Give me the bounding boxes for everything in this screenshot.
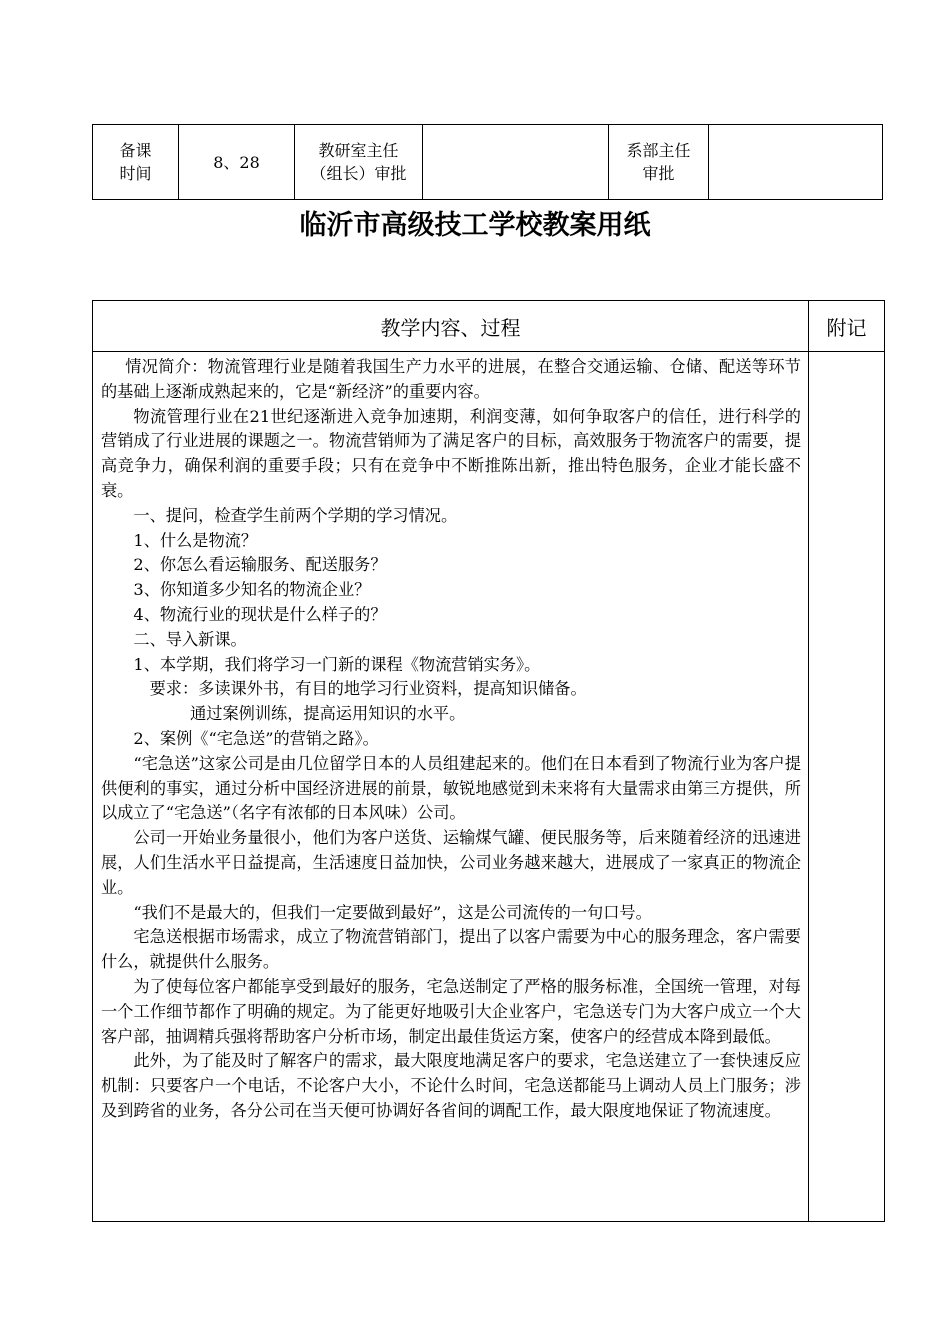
question-item: 1、什么是物流？ [133, 530, 258, 550]
approval-header-table [92, 124, 883, 200]
case-paragraph: 为了使每位客户都能享受到最好的服务，宅急送制定了严格的服务标准，全国统一管理，对每一个工作细节都作了明确的规定。为了能更好地吸引大企业客户，宅急送专门为大客户成立一个大客户部，抽调精兵强将帮助客户分析市场，制定出最佳货运方案，使客户的经营成本降到最低。 [101, 976, 801, 1046]
prep-time-value: 8、28 [179, 125, 295, 200]
office-approval-label: 教研室主任（组长）审批 [295, 125, 423, 200]
case-paragraph: “我们不是最大的，但我们一定要做到最好”，这是公司流传的一句口号。 [133, 902, 652, 922]
requirement-line: 通过案例训练，提高运用知识的水平。 [190, 704, 466, 724]
question-item: 4、物流行业的现状是什么样子的？ [133, 604, 387, 624]
case-paragraph: “宅急送”这家公司是由几位留学日本的人员组建起来的。他们在日本看到了物流行业为客户提供便利的事实，通过分析中国经济进展的前景，敏锐地感觉到未来将有大量需求由第三方提供，所以成立了“宅急送”（名字有浓郁的日本风味）公司。 [101, 753, 801, 823]
list-item: 2、案例《“宅急送”的营销之路》。 [133, 728, 379, 748]
section-heading: 二、导入新课。 [133, 629, 247, 649]
case-paragraph: 此外，为了能及时了解客户的需求，最大限度地满足客户的要求，宅急送建立了一套快速反应机制：只要客户一个电话，不论客户大小，不论什么时间，宅急送都能马上调动人员上门服务；涉及到跨省的业务，各分公司在当天便可协调好各省间的调配工作，最大限度地保证了物流速度。 [101, 1051, 801, 1120]
case-paragraph: 宅急送根据市场需求，成立了物流营销部门，提出了以客户需要为中心的服务理念，客户需要什么，就提供什么服务。 [101, 927, 801, 972]
document-title: 临沂市高级技工学校教案用纸 [299, 210, 651, 241]
requirement-line: 要求：多读课外书，有目的地学习行业资料，提高知识储备。 [149, 679, 587, 699]
case-paragraph: 公司一开始业务量很小，他们为客户送货、运输煤气罐、便民服务等，后来随着经济的迅速进展，人们生活水平日益提高，生活速度日益加快，公司业务越来越大，进展成了一家真正的物流企业。 [101, 828, 801, 897]
office-approval-value [423, 125, 609, 200]
lesson-content [93, 352, 809, 1222]
dept-approval-label: 系部主任审批 [609, 125, 709, 200]
section-heading: 一、提问，检查学生前两个学期的学习情况。 [133, 505, 458, 525]
dept-approval-value [709, 125, 883, 200]
prep-time-label: 备课时间 [93, 125, 179, 200]
content-column-header: 教学内容、过程 [93, 301, 809, 352]
lesson-plan-table [92, 300, 885, 1222]
list-item: 1、本学期，我们将学习一门新的课程《物流营销实务》。 [133, 654, 541, 674]
notes-column-header: 附记 [809, 301, 885, 352]
paragraph: 物流管理行业在21世纪逐渐进入竞争加速期，利润变薄，如何争取客户的信任，进行科学的营销成了行业进展的课题之一。物流营销师为了满足客户的目标，高效服务于物流客户的需要，提高竞争力，确保利润的重要手段；只有在竞争中不断推陈出新，推出特色服务，企业才能长盛不衰。 [101, 406, 801, 500]
notes-cell [809, 352, 885, 1222]
intro-paragraph: 情况简介：物流管理行业是随着我国生产力水平的进展，在整合交通运输、仓储、配送等环节的基础上逐渐成熟起来的，它是“新经济”的重要内容。 [101, 357, 801, 401]
question-item: 3、你知道多少知名的物流企业？ [133, 580, 371, 600]
question-item: 2、你怎么看运输服务、配送服务？ [133, 555, 387, 575]
